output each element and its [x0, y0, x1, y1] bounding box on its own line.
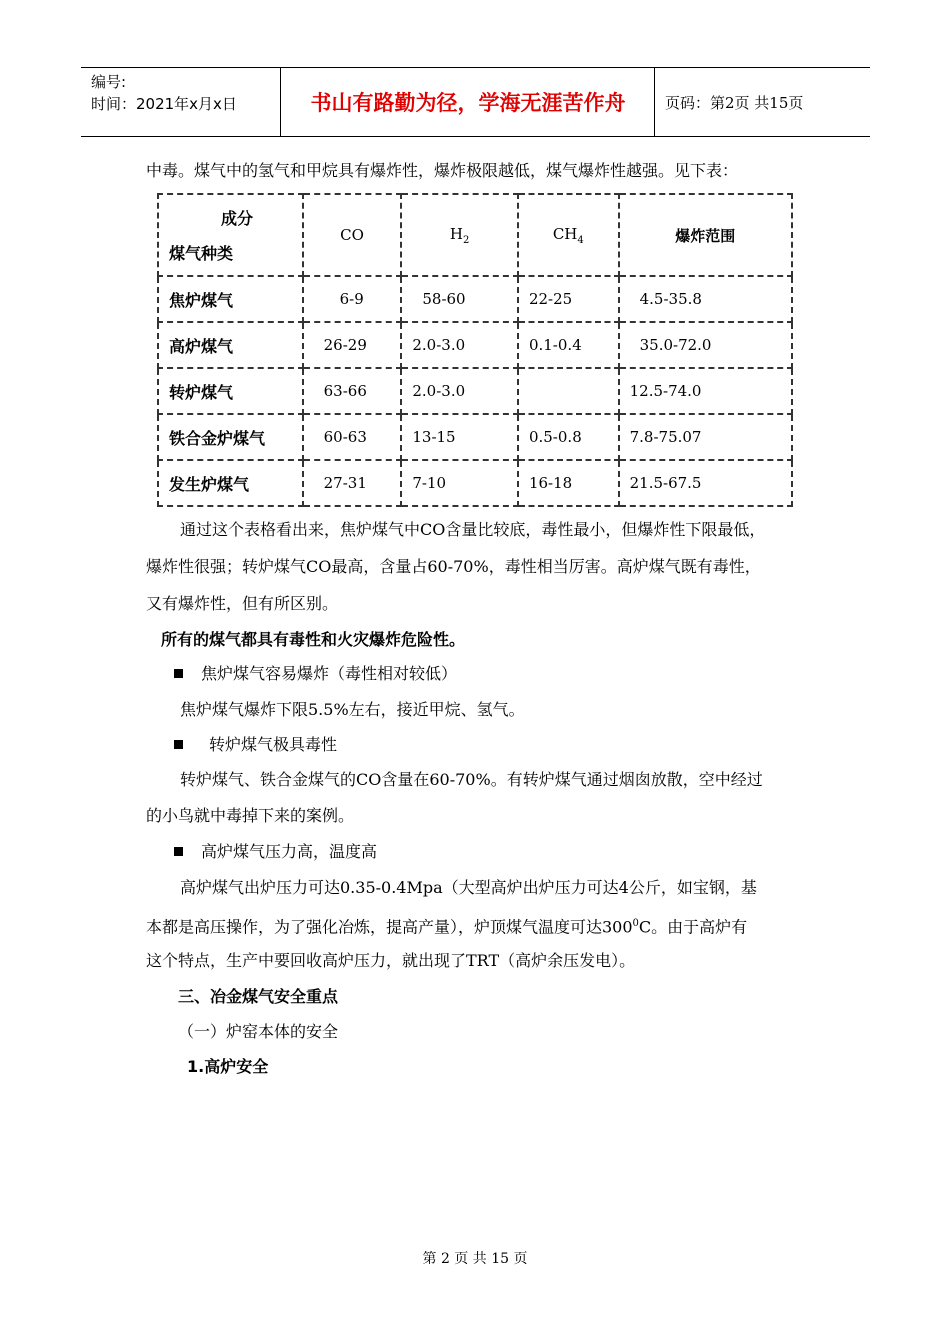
cell-h2: 2.0-3.0 [401, 368, 518, 414]
analysis-line-1: 通过这个表格看出来，焦炉煤气中CO含量比较底，毒性最小，但爆炸性下限最低， [180, 520, 766, 539]
bullet-converter: 转炉煤气极具毒性 [174, 735, 854, 755]
header-component-label: 成分 [221, 209, 254, 228]
cell-co: 27-31 [303, 460, 402, 506]
cell-range: 7.8-75.07 [619, 414, 792, 460]
row-gas-name: 焦炉煤气 [158, 276, 303, 322]
table-row [158, 276, 792, 322]
header-meta [81, 68, 281, 136]
cell-co: 60-63 [303, 414, 402, 460]
page-header [81, 67, 870, 137]
item-heading-1: 1.高炉安全 [187, 1057, 269, 1076]
cell-ch4: 22-25 [518, 276, 619, 322]
intro-paragraph: 中毒。煤气中的氢气和甲烷具有爆炸性，爆炸极限越低，煤气爆炸性越强。见下表： [146, 161, 739, 180]
cell-ch4: 0.5-0.8 [518, 414, 619, 460]
header-page-info: 页码：第2页 共15页 [665, 93, 804, 112]
bullet-blast-furnace: 高炉煤气压力高，温度高 [174, 842, 854, 862]
analysis-line-2: 爆炸性很强；转炉煤气CO最高，含量占60-70%，毒性相当厉害。高炉煤气既有毒性， [146, 557, 761, 576]
cell-h2: 58-60 [401, 276, 518, 322]
cell-h2: 2.0-3.0 [401, 322, 518, 368]
cell-range: 35.0-72.0 [619, 322, 792, 368]
table-corner-header [158, 194, 303, 276]
section-heading-3: 三、冶金煤气安全重点 [178, 987, 339, 1006]
table-row [158, 322, 792, 368]
cell-co: 63-66 [303, 368, 402, 414]
row-gas-name: 发生炉煤气 [158, 460, 303, 506]
cell-range: 21.5-67.5 [619, 460, 792, 506]
subsection-heading-1: （一）炉窑本体的安全 [178, 1022, 339, 1041]
table-row [158, 368, 792, 414]
document-number-label: 编号: [91, 73, 127, 91]
square-bullet-icon [174, 669, 183, 678]
column-header-explosion-range: 爆炸范围 [619, 194, 792, 276]
cell-h2: 7-10 [401, 460, 518, 506]
table-header-row [158, 194, 792, 276]
column-header-co: CO [303, 194, 402, 276]
header-gas-type-label: 煤气种类 [169, 244, 234, 263]
column-header-h2: $H_2$ [401, 194, 518, 276]
table-row [158, 414, 792, 460]
cell-range: 12.5-74.0 [619, 368, 792, 414]
analysis-line-3: 又有爆炸性，但有所区别。 [146, 594, 339, 613]
bullet-converter-text-2: 的小鸟就中毒掉下来的案例。 [146, 806, 355, 825]
all-gas-statement: 所有的煤气都具有毒性和火灾爆炸危险性。 [161, 630, 466, 649]
cell-co: 6-9 [303, 276, 402, 322]
cell-co: 26-29 [303, 322, 402, 368]
bullet-blast-furnace-text-2: 本都是高压操作，为了强化冶炼，提高产量），炉顶煤气温度可达$300^0C$。由于高炉有 [146, 917, 748, 937]
cell-ch4: 16-18 [518, 460, 619, 506]
page-footer: 第 2 页 共 15 页 [422, 1251, 528, 1267]
bullet-blast-furnace-text-1: 高炉煤气出炉压力可达0.35-0.4Mpa（大型高炉出炉压力可达4公斤，如宝钢，基 [180, 878, 757, 897]
row-gas-name: 转炉煤气 [158, 368, 303, 414]
bullet-converter-text-1: 转炉煤气、铁合金煤气的CO含量在60-70%。有转炉煤气通过烟囱放散，空中经过 [180, 770, 763, 789]
cell-ch4 [518, 368, 619, 414]
row-gas-name: 高炉煤气 [158, 322, 303, 368]
cell-ch4: 0.1-0.4 [518, 322, 619, 368]
document-date: 时间：2021年x月x日 [91, 95, 237, 113]
row-gas-name: 铁合金炉煤气 [158, 414, 303, 460]
cell-h2: 13-15 [401, 414, 518, 460]
header-motto: 书山有路勤为径，学海无涯苦作舟 [282, 68, 655, 136]
square-bullet-icon [174, 847, 183, 856]
bullet-blast-furnace-text-3: 这个特点，生产中要回收高炉压力，就出现了TRT（高炉余压发电）。 [146, 951, 636, 970]
bullet-coke-oven: 焦炉煤气容易爆炸（毒性相对较低） [174, 664, 854, 684]
bullet-coke-oven-text: 焦炉煤气爆炸下限5.5%左右，接近甲烷、氢气。 [180, 700, 525, 719]
gas-composition-table [157, 193, 793, 507]
table-row [158, 460, 792, 506]
square-bullet-icon [174, 740, 183, 749]
cell-range: 4.5-35.8 [619, 276, 792, 322]
column-header-ch4: $CH_4$ [518, 194, 619, 276]
